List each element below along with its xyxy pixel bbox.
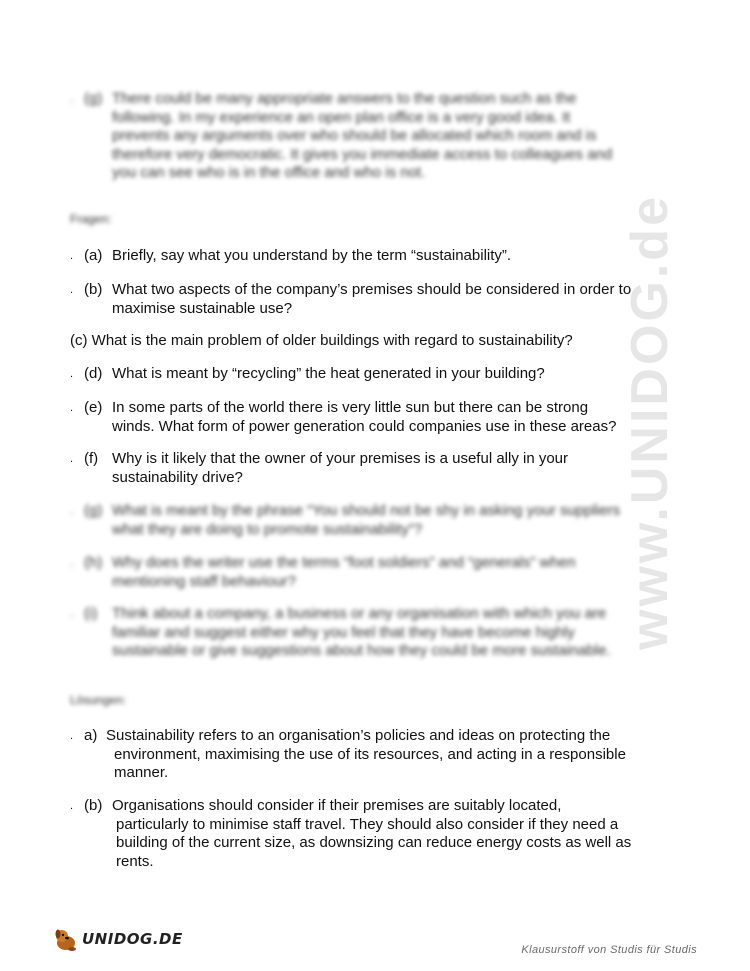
- question-g: [70, 502, 680, 539]
- text-line: particularly to minimise staff travel. They should also consider if they need a: [116, 815, 619, 833]
- top-answer-g: [70, 90, 680, 183]
- item-label: a): [84, 727, 98, 744]
- text-line: building of the current size, as downsizing can reduce energy costs as well as: [116, 834, 632, 851]
- question-c: [70, 332, 680, 351]
- item-text: [112, 502, 680, 539]
- footer-tagline: Klausurstoff von Studis für Studis: [521, 944, 697, 956]
- item-text: [112, 797, 680, 871]
- text-line: Why is it likely that the owner of your premises is a useful ally in your: [112, 450, 569, 467]
- answers-heading: Lösungen:: [70, 693, 127, 707]
- text-line: mentioning staff behaviour?: [112, 572, 297, 590]
- text-line: What two aspects of the company’s premises should be considered in order to: [112, 281, 632, 298]
- item-text: What is meant by “recycling” the heat generated in your building?: [112, 365, 545, 382]
- text-line: sustainable or give suggestions about how they could be more sustainable.: [112, 642, 611, 659]
- item-label: (a): [84, 247, 103, 264]
- bullet: .: [70, 730, 74, 742]
- item-label: (g): [84, 90, 103, 107]
- bullet: .: [70, 402, 74, 414]
- text-line: sustainability drive?: [112, 468, 243, 486]
- answer-a: [70, 727, 680, 783]
- answer-b: [70, 797, 680, 871]
- item-label: (e): [84, 399, 103, 416]
- bullet: .: [70, 800, 74, 812]
- item-label: (b): [84, 281, 103, 298]
- text-line: familiar and suggest either why you feel that they have become highly: [112, 623, 575, 641]
- bullet: .: [70, 505, 74, 517]
- item-label: (f): [84, 450, 99, 467]
- item-label: (h): [84, 554, 103, 571]
- question-e: [70, 399, 680, 436]
- questions-heading: Fragen:: [70, 212, 112, 226]
- question-b: [70, 281, 680, 318]
- item-text: [112, 399, 680, 436]
- item-label: (d): [84, 365, 103, 382]
- text-line: prevents any arguments over who should be allocated which room and is: [112, 127, 597, 144]
- item-label: (b): [84, 797, 103, 814]
- text-line: rents.: [116, 852, 154, 870]
- bullet: .: [70, 557, 74, 569]
- item-text: [112, 450, 680, 487]
- text-line: Sustainability refers to an organisation’s policies and ideas on protecting the: [106, 727, 611, 744]
- watermark: www.UNIDOG.de: [621, 194, 679, 650]
- text-line: There could be many appropriate answers to the question such as the: [112, 90, 577, 107]
- text-line: Think about a company, a business or any organisation with which you are: [112, 605, 607, 622]
- text-line: maximise sustainable use?: [112, 299, 293, 317]
- question-f: [70, 450, 680, 487]
- bullet: .: [70, 368, 74, 380]
- bullet: .: [70, 608, 74, 620]
- unidog-logo[interactable]: [52, 925, 183, 953]
- text-line: following. In my experience an open plan office is a very good idea. It: [112, 108, 571, 126]
- item-label: (g): [84, 502, 103, 519]
- bullet: .: [70, 93, 74, 105]
- item-text: [112, 281, 680, 318]
- item-text: [112, 90, 680, 183]
- item-text: [112, 554, 680, 591]
- question-a: [70, 247, 680, 266]
- item-text: [106, 727, 680, 783]
- question-d: [70, 365, 680, 384]
- text-line: In some parts of the world there is very little sun but there can be strong: [112, 399, 589, 416]
- item-text: (c) What is the main problem of older buildings with regard to sustainability?: [70, 332, 573, 349]
- text-line: you can see who is in the office and who is not.: [112, 164, 426, 181]
- text-line: environment, maximising the use of its resources, and acting in a responsible: [114, 745, 626, 763]
- item-text: Briefly, say what you understand by the term “sustainability”.: [112, 247, 512, 264]
- text-line: Organisations should consider if their premises are suitably located,: [112, 797, 562, 814]
- logo-text: UNIDOG.DE: [82, 930, 183, 948]
- text-line: manner.: [114, 764, 169, 781]
- question-h: [70, 554, 680, 591]
- text-line: Why does the writer use the terms “foot soldiers” and “generals” when: [112, 554, 576, 571]
- item-text: [112, 605, 680, 661]
- text-line: winds. What form of power generation could companies use in these areas?: [112, 417, 617, 435]
- text-line: What is meant by the phrase “You should not be shy in asking your suppliers: [112, 502, 621, 519]
- bullet: .: [70, 250, 74, 262]
- dog-mascot-icon: [52, 925, 80, 953]
- bullet: .: [70, 453, 74, 465]
- question-i: [70, 605, 680, 661]
- text-line: what they are doing to promote sustainability”?: [112, 520, 423, 538]
- bullet: .: [70, 284, 74, 296]
- text-line: therefore very democratic. It gives you immediate access to colleagues and: [112, 145, 613, 163]
- item-label: (i): [84, 605, 98, 622]
